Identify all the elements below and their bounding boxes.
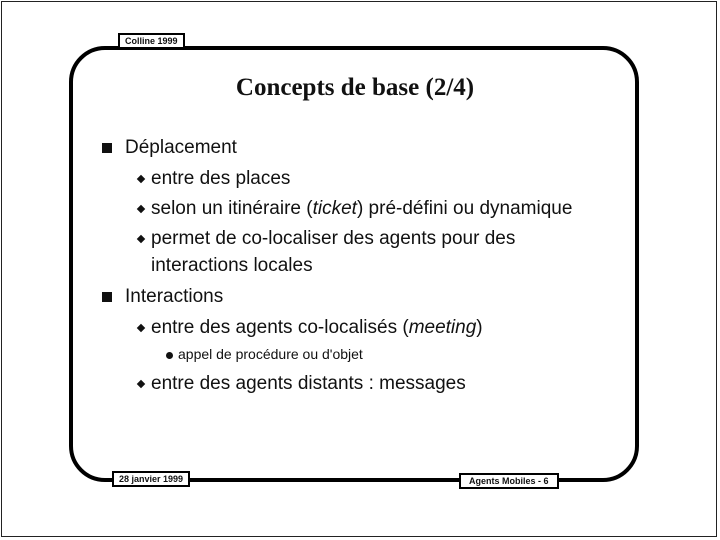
list-item-line1: permet de co-localiser des agents pour des: [151, 228, 516, 249]
slide-title: Concepts de base (2/4): [235, 74, 475, 101]
footer-date-tag: 28 janvier 1999: [112, 471, 190, 487]
section-label-deplacement: Déplacement: [125, 137, 237, 158]
sub-list-item: appel de procédure ou d'objet: [178, 346, 363, 362]
list-item: [151, 317, 483, 339]
header-tag: Colline 1999: [118, 33, 185, 49]
square-bullet-icon: [102, 292, 112, 302]
square-bullet-icon: [102, 143, 112, 153]
item-text-emphasis: meeting: [408, 317, 477, 338]
list-item: [151, 198, 572, 220]
dot-bullet-icon: [166, 352, 173, 359]
list-item-line2: interactions locales: [151, 255, 313, 276]
item-text-pre: entre des agents co-localisés (: [151, 317, 409, 338]
footer-page-tag: Agents Mobiles - 6: [459, 473, 559, 489]
item-text-post: ): [476, 317, 483, 338]
item-text-pre: selon un itinéraire (: [151, 198, 313, 219]
section-label-interactions: Interactions: [125, 286, 224, 307]
item-text-post: ) pré-défini ou dynamique: [356, 198, 573, 219]
list-item: entre des agents distants : messages: [151, 373, 466, 394]
item-text-emphasis: ticket: [312, 198, 357, 219]
list-item: entre des places: [151, 168, 291, 189]
